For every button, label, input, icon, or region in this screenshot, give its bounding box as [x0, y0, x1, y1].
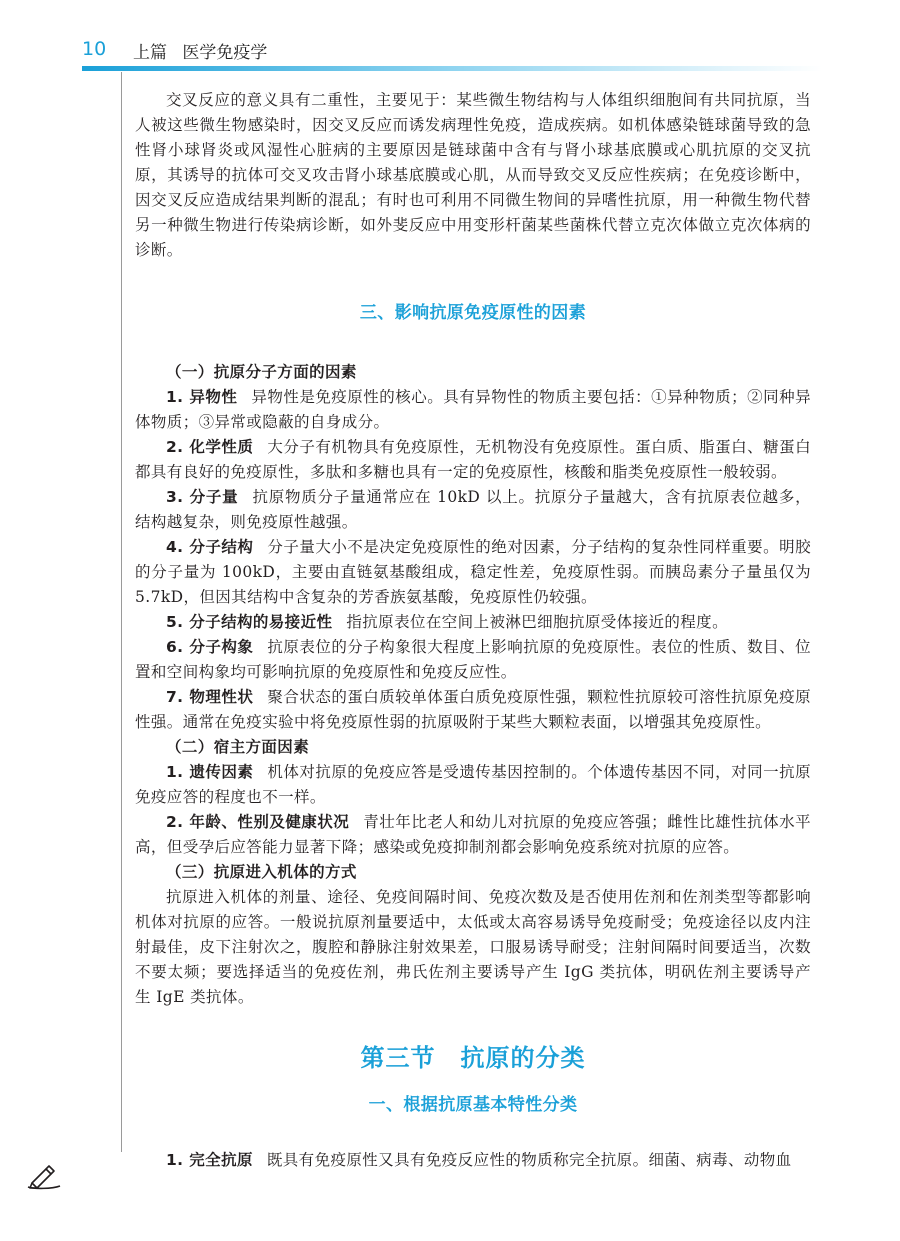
list-item [135, 485, 811, 535]
item-text: 分子量大小不是决定免疫原性的绝对因素，分子结构的复杂性同样重要。明胶的分子量为 100kD，主要由直链氨基酸组成，稳定性差，免疫原性弱。而胰岛素分子量虽仅为 5.7kD，但因其结构中含复杂的芳香族氨基酸，免疫原性仍较强。 [135, 538, 811, 606]
item-term: 2. 年龄、性别及健康状况 [166, 813, 350, 831]
section-title: 一、根据抗原基本特性分类 [368, 1095, 578, 1115]
item-text: 抗原表位的分子构象很大程度上影响抗原的免疫原性。表位的性质、数目、位置和空间构象均可影响抗原的免疫原性和免疫反应性。 [135, 638, 811, 681]
list-item [135, 385, 811, 435]
page-header [0, 0, 900, 80]
subsection-title-text: （一）抗原分子方面的因素 [166, 363, 357, 381]
list-item [135, 685, 811, 735]
paragraph-route: 抗原进入机体的剂量、途径、免疫间隔时间、免疫次数及是否使用佐剂和佐剂类型等都影响机体对抗原的应答。一般说抗原剂量要适中，太低或太高容易诱导免疫耐受；免疫途径以皮内注射最佳，皮下注射次之，腹腔和静脉注射效果差，口服易诱导耐受；注射间隔时间要适当，次数不要太频；要选择适当的免疫佐剂，弗氏佐剂主要诱导产生 IgG 类抗体，明矾佐剂主要诱导产生 IgE 类抗体。 [135, 888, 811, 1006]
subsection-title-text: （三）抗原进入机体的方式 [166, 863, 357, 881]
item-text: 机体对抗原的免疫应答是受遗传基因控制的。个体遗传基因不同，对同一抗原免疫应答的程度也不一样。 [135, 763, 811, 806]
item-term: 2. 化学性质 [166, 438, 254, 456]
running-head [133, 38, 277, 63]
item-term: 3. 分子量 [166, 488, 239, 506]
item-text: 青壮年比老人和幼儿对抗原的免疫应答强；雌性比雄性抗体水平高，但受孕后应答能力显著下降；感染或免疫抑制剂都会影响免疫系统对抗原的应答。 [135, 813, 811, 856]
paragraph-intro: 交叉反应的意义具有二重性，主要见于：某些微生物结构与人体组织细胞间有共同抗原，当人被这些微生物感染时，因交叉反应而诱发病理性免疫，造成疾病。如机体感染链球菌导致的急性肾小球肾炎或风湿性心脏病的主要原因是链球菌中含有与肾小球基底膜或心肌抗原的交叉抗原，其诱导的抗体可交叉攻击肾小球基底膜或心肌，从而导致交叉反应性疾病；在免疫诊断中，因交叉反应造成结果判断的混乱；有时也可利用不同微生物间的异嗜性抗原，用一种微生物代替另一种微生物进行传染病诊断，如外斐反应中用变形杆菌某些菌株代替立克次体做立克次体病的诊断。 [135, 91, 811, 259]
page-number: 10 [82, 38, 107, 60]
list-item [135, 635, 811, 685]
part-label: 上篇 [133, 43, 167, 63]
item-term: 1. 完全抗原 [166, 1151, 253, 1169]
list-item [135, 535, 811, 610]
item-term: 5. 分子结构的易接近性 [166, 613, 333, 631]
item-text: 既具有免疫原性又具有免疫反应性的物质称完全抗原。细菌、病毒、动物血 [266, 1151, 792, 1169]
margin-rule [121, 72, 122, 1152]
book-title: 医学免疫学 [182, 43, 268, 63]
item-term: 1. 异物性 [166, 388, 238, 406]
pen-icon [24, 1163, 64, 1191]
subsection-title-3 [135, 860, 811, 885]
item-text: 大分子有机物具有免疫原性，无机物没有免疫原性。蛋白质、脂蛋白、糖蛋白都具有良好的免疫原性，多肽和多糖也具有一定的免疫原性，核酸和脂类免疫原性一般较弱。 [135, 438, 811, 481]
subsection-title-2 [135, 735, 811, 760]
list-item [135, 610, 811, 635]
list-item [135, 810, 811, 860]
subsection-title-text: （二）宿主方面因素 [166, 738, 310, 756]
item-term: 1. 遗传因素 [166, 763, 254, 781]
section-title: 三、影响抗原免疫原性的因素 [359, 303, 587, 323]
item-term: 7. 物理性状 [166, 688, 254, 706]
page-body [135, 88, 811, 1173]
item-text: 指抗原表位在空间上被淋巴细胞抗原受体接近的程度。 [346, 613, 728, 631]
list-item [135, 1148, 811, 1173]
header-rule [82, 66, 822, 71]
list-item [135, 760, 811, 810]
chapter-title: 第三节 抗原的分类 [360, 1044, 586, 1072]
item-text: 抗原物质分子量通常应在 10kD 以上。抗原分子量越大，含有抗原表位越多，结构越复杂，则免疫原性越强。 [135, 488, 811, 531]
subsection-title-1 [135, 360, 811, 385]
list-item [135, 435, 811, 485]
item-text: 异物性是免疫原性的核心。具有异物性的物质主要包括：①异种物质；②同种异体物质；③异常或隐蔽的自身成分。 [135, 388, 811, 431]
item-term: 6. 分子构象 [166, 638, 254, 656]
item-term: 4. 分子结构 [166, 538, 254, 556]
item-text: 聚合状态的蛋白质较单体蛋白质免疫原性强，颗粒性抗原较可溶性抗原免疫原性强。通常在免疫实验中将免疫原性弱的抗原吸附于某些大颗粒表面，以增强其免疫原性。 [135, 688, 811, 731]
